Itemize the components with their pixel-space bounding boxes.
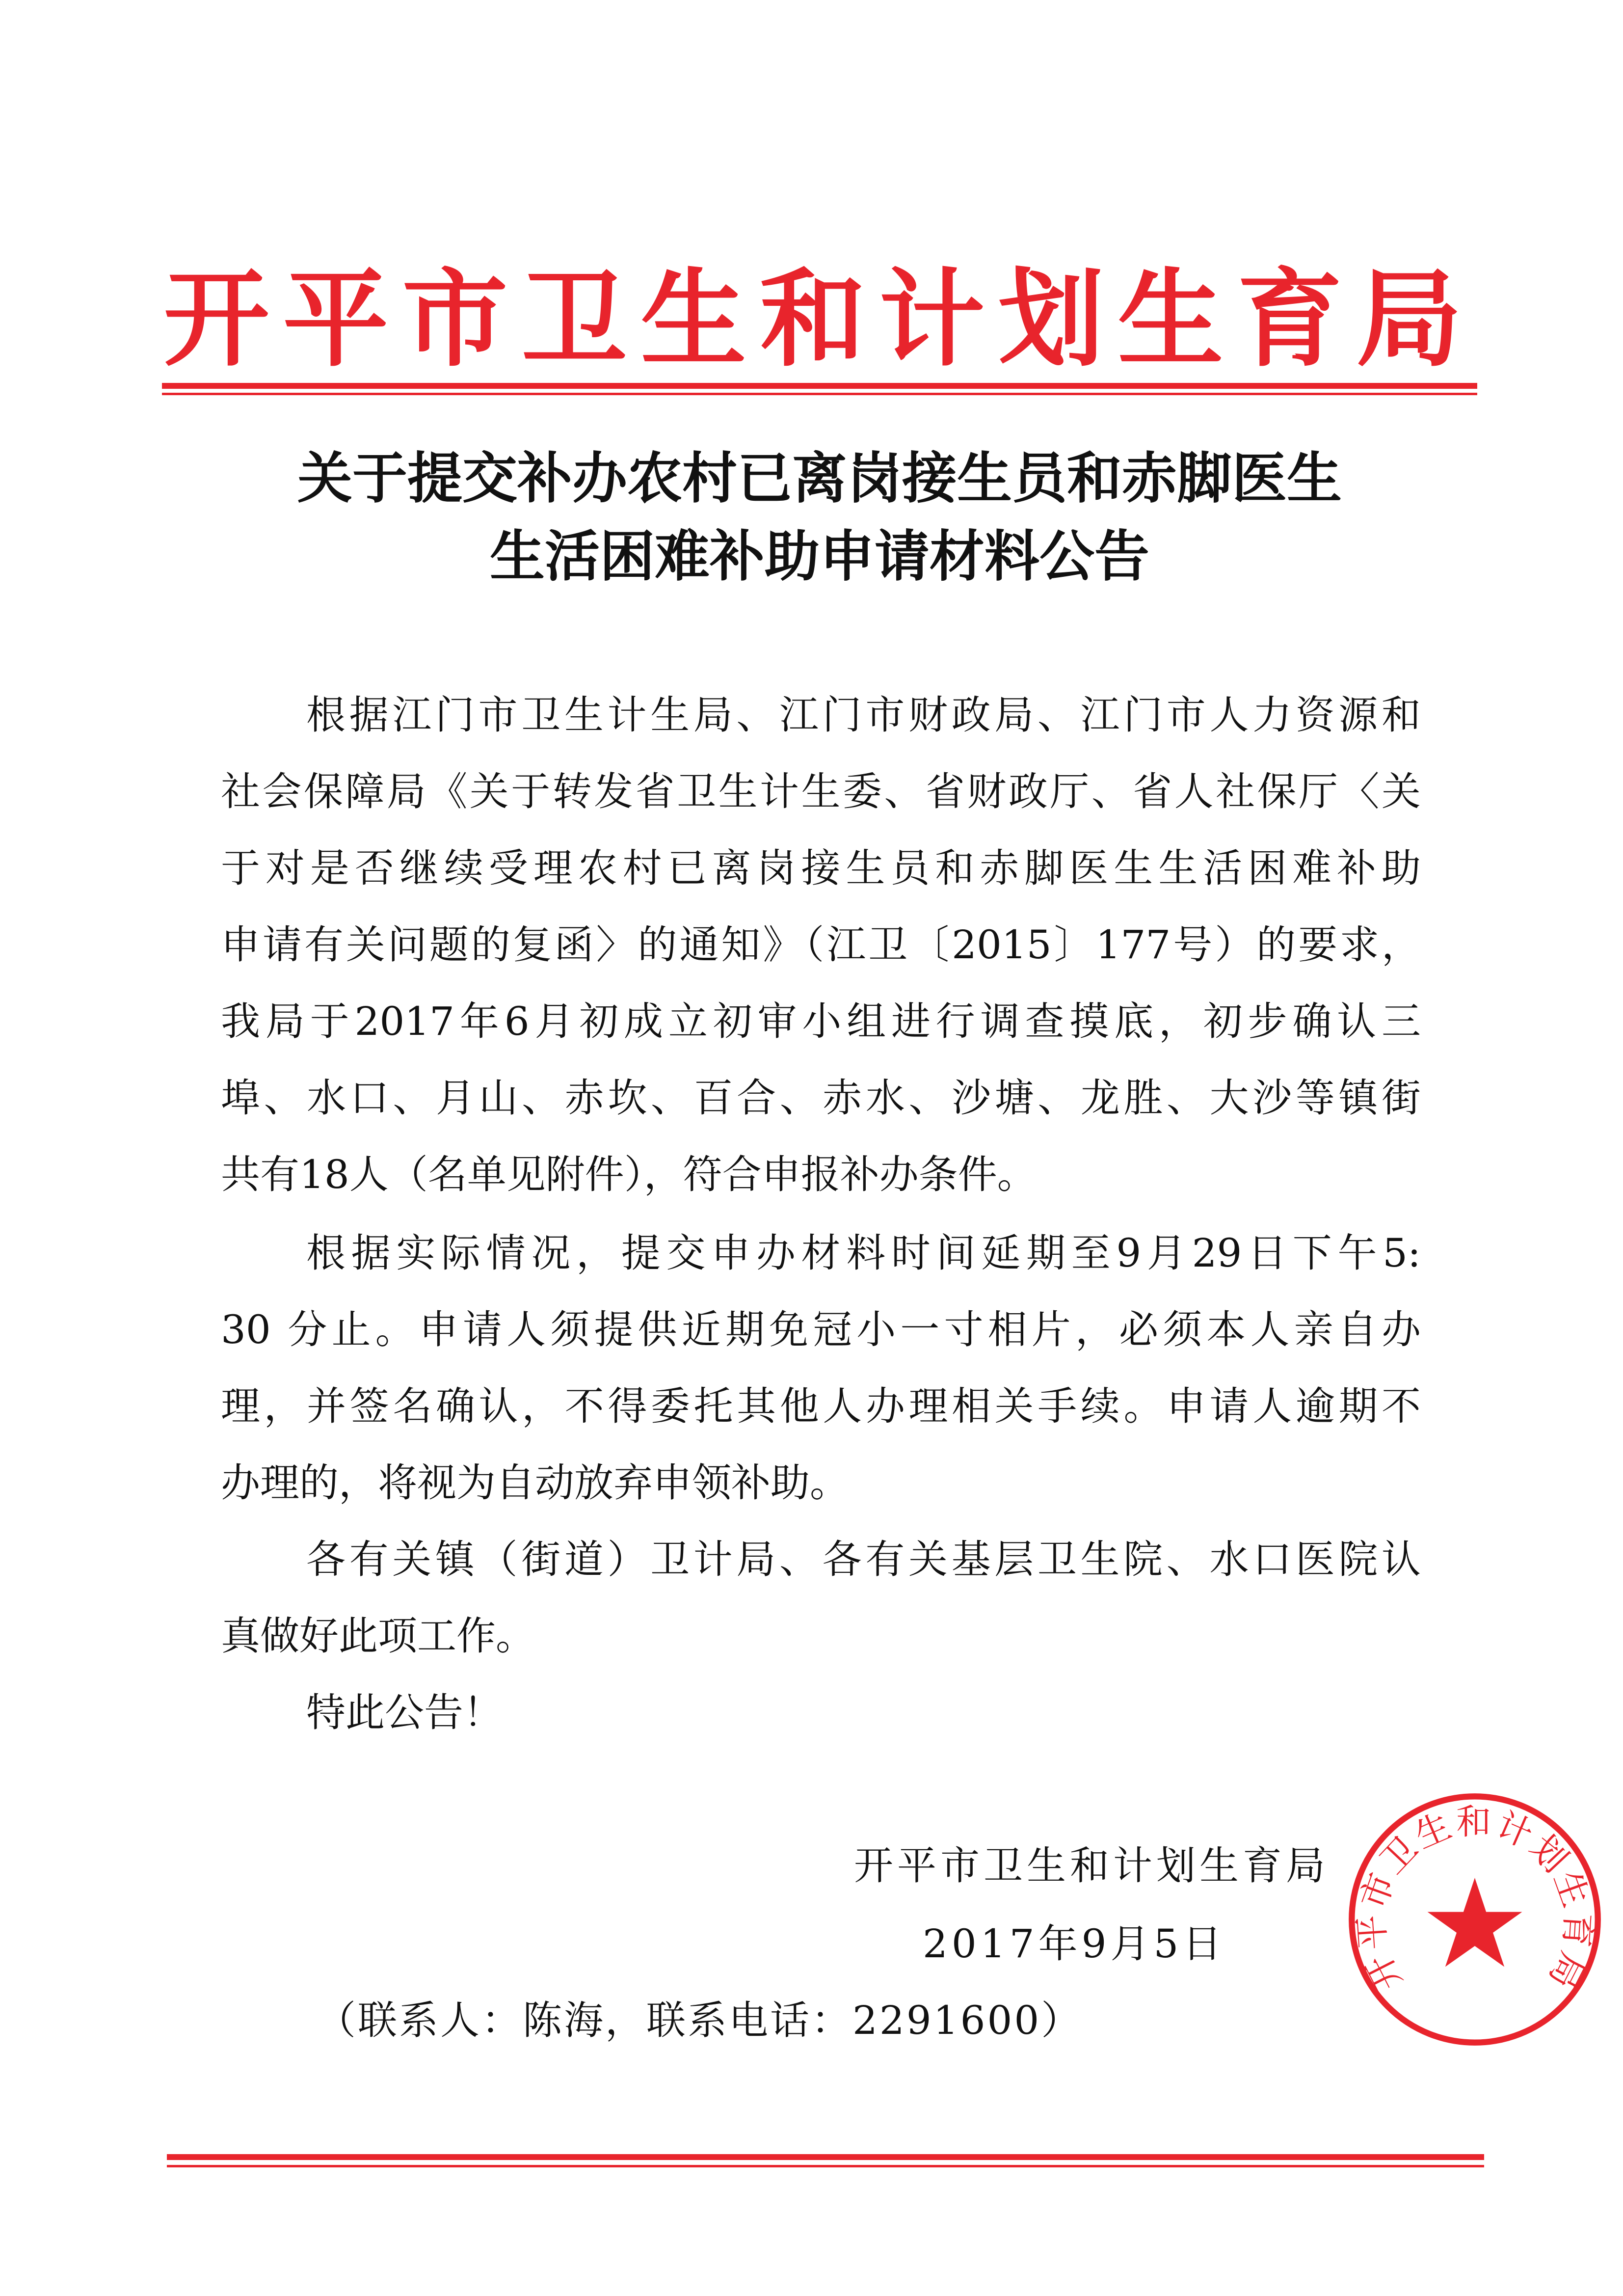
footer-rule-thin — [167, 2165, 1484, 2167]
official-seal — [1342, 1787, 1607, 2052]
star-icon — [1428, 1878, 1522, 1967]
signature-org: 开平市卫生和计划生育局 — [854, 1843, 1329, 1889]
body-line: 埠、水口、月山、赤坎、百合、赤水、沙塘、龙胜、大沙等镇街 — [221, 1075, 1421, 1121]
body-line: 30 分止。申请人须提供近期免冠小一寸相片，必须本人亲自办 — [221, 1307, 1421, 1352]
body-line: 我局于2017年6月初成立初审小组进行调查摸底，初步确认三 — [221, 999, 1421, 1044]
doc-title-line1: 关于提交补办农村已离岗接生员和赤脚医生 — [297, 446, 1342, 511]
contact-info: （联系人：陈海，联系电话：2291600） — [317, 1998, 1083, 2043]
header-rule-thin — [162, 393, 1477, 395]
body-line: 办理的，将视为自动放弃申领补助。 — [221, 1460, 849, 1506]
seal-text: 开平市卫生和计划生育局 — [1350, 1801, 1599, 1998]
doc-title-line2: 生活困难补助申请材料公告 — [490, 524, 1149, 589]
header-rule-thick — [162, 383, 1477, 389]
body-line: 真做好此项工作。 — [221, 1613, 535, 1659]
signature-date: 2017年9月5日 — [923, 1921, 1226, 1967]
body-line: 特此公告！ — [306, 1690, 503, 1735]
body-line: 于对是否继续受理农村已离岗接生员和赤脚医生生活困难补助 — [221, 845, 1421, 891]
body-line: 各有关镇（街道）卫计局、各有关基层卫生院、水口医院认 — [306, 1537, 1421, 1582]
org-header: 开平市卫生和计划生育局 — [163, 257, 1476, 381]
footer-rule-thick — [167, 2154, 1484, 2160]
body-line: 社会保障局《关于转发省卫生计生委、省财政厅、省人社保厅〈关 — [221, 769, 1421, 814]
body-line: 共有18人（名单见附件），符合申报补办条件。 — [221, 1152, 1037, 1197]
body-line: 申请有关问题的复函〉的通知》（江卫〔2015〕177号）的要求， — [221, 922, 1421, 968]
body-line: 理，并签名确认，不得委托其他人办理相关手续。申请人逾期不 — [221, 1383, 1421, 1429]
body-line: 根据实际情况，提交申办材料时间延期至9月29日下午5: — [306, 1230, 1421, 1276]
body-line: 根据江门市卫生计生局、江门市财政局、江门市人力资源和 — [306, 692, 1421, 738]
